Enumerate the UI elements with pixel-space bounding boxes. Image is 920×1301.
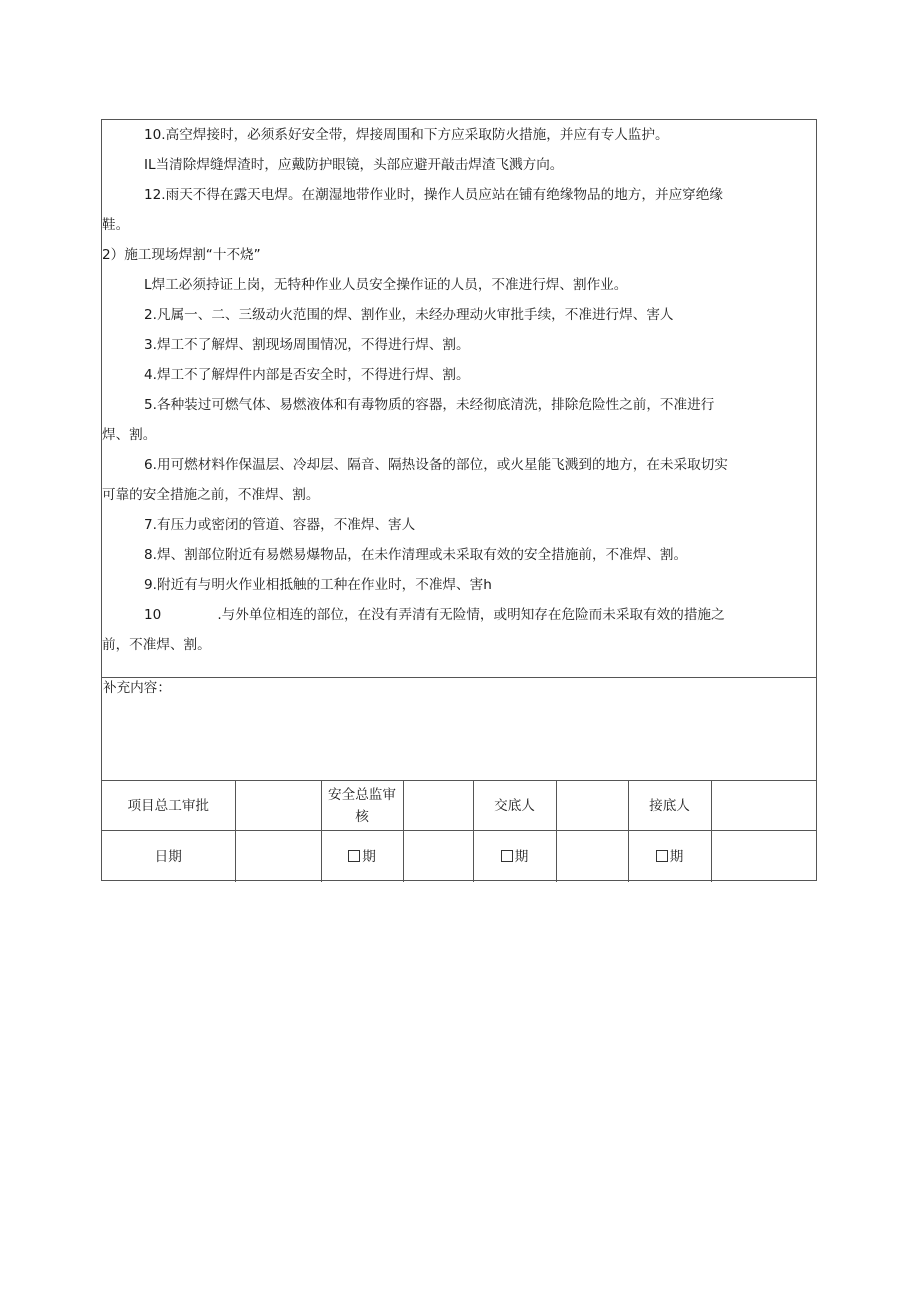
rule-item: 3.焊工不了解焊、割现场周围情况，不得进行焊、割。 <box>144 337 470 353</box>
date-suffix: 期 <box>362 848 376 865</box>
checkbox-glyph-icon <box>348 850 360 862</box>
rule-item: 7.有压力或密闭的管道、容器，不准焊、害人 <box>144 517 416 533</box>
rule-item: 2.凡属一、二、三级动火范围的焊、割作业，未经办理动火审批手续，不准进行焊、害人 <box>144 307 674 323</box>
date-cell[interactable] <box>403 831 473 883</box>
date-cell[interactable] <box>235 831 321 883</box>
rule-line: 5.各种装过可燃气体、易燃液体和有毒物质的容器，未经彻底清洗，排除危险性之前，不准进行 <box>144 397 715 413</box>
rule-item <box>102 390 816 450</box>
label-discloser: 交底人 <box>473 781 556 831</box>
content-section <box>102 120 816 677</box>
rule-line: 6.用可燃材料作保温层、冷却层、隔音、隔热设备的部位，或火星能飞溅到的地方，在未采取切实 <box>144 457 728 473</box>
signature-table <box>102 780 816 882</box>
supplement-section <box>102 677 816 780</box>
label-chief-engineer: 项目总工审批 <box>102 781 235 831</box>
checkbox-glyph-icon <box>656 850 668 862</box>
rule-item: 4.焊工不了解焊件内部是否安全时，不得进行焊、割。 <box>144 367 470 383</box>
label-date: 日期 <box>102 831 235 883</box>
label-receiver: 接底人 <box>628 781 711 831</box>
label-date-receiver <box>628 831 711 883</box>
section-title: 2）施工现场焊割“十不烧” <box>102 247 261 263</box>
rule-item <box>102 180 816 240</box>
safety-director-signature-cell[interactable] <box>403 781 473 831</box>
rule-item <box>102 600 816 660</box>
date-row <box>102 831 816 883</box>
rule-item: L焊工必须持证上岗，无特种作业人员安全操作证的人员，不准进行焊、割作业。 <box>144 277 628 293</box>
receiver-signature-cell[interactable] <box>711 781 816 831</box>
rule-line: 焊、割。 <box>102 427 157 443</box>
rule-line: .与外单位相连的部位，在没有弄清有无险情，或明知存在危险而未采取有效的措施之 <box>217 607 725 623</box>
rule-item <box>102 450 816 510</box>
supplement-label: 补充内容： <box>103 680 171 696</box>
label-date-discloser <box>473 831 556 883</box>
date-suffix: 期 <box>514 848 529 865</box>
date-cell[interactable] <box>556 831 628 883</box>
rule-item: 10.高空焊接时，必须系好安全带，焊接周围和下方应采取防火措施，并应有专人监护。 <box>144 127 669 143</box>
rule-item: 8.焊、割部位附近有易燃易爆物品，在未作清理或未采取有效的安全措施前，不准焊、割。 <box>144 547 688 563</box>
discloser-signature-cell[interactable] <box>556 781 628 831</box>
date-cell[interactable] <box>711 831 816 883</box>
date-suffix: 期 <box>669 848 684 865</box>
approval-row <box>102 781 816 831</box>
disclosure-form <box>101 119 817 881</box>
rule-line: 前，不准焊、割。 <box>102 637 211 653</box>
rule-item: 9.附近有与明火作业相抵触的工种在作业时，不准焊、害h <box>144 577 492 593</box>
rule-line: 12.雨天不得在露天电焊。在潮湿地带作业时，操作人员应站在铺有绝缘物品的地方，并应穿绝缘 <box>144 187 723 203</box>
rule-number: 10 <box>144 607 162 623</box>
checkbox-glyph-icon <box>501 850 513 862</box>
rule-line: 可靠的安全措施之前，不准焊、割。 <box>102 487 320 503</box>
label-safety-director: 安全总监审核 <box>321 781 403 831</box>
rule-line: 鞋。 <box>102 217 130 233</box>
rule-item: IL当清除焊缝焊渣时，应戴防护眼镜，头部应避开敲击焊渣飞溅方向。 <box>144 157 564 173</box>
chief-engineer-signature-cell[interactable] <box>235 781 321 831</box>
label-date-safety <box>321 831 403 883</box>
